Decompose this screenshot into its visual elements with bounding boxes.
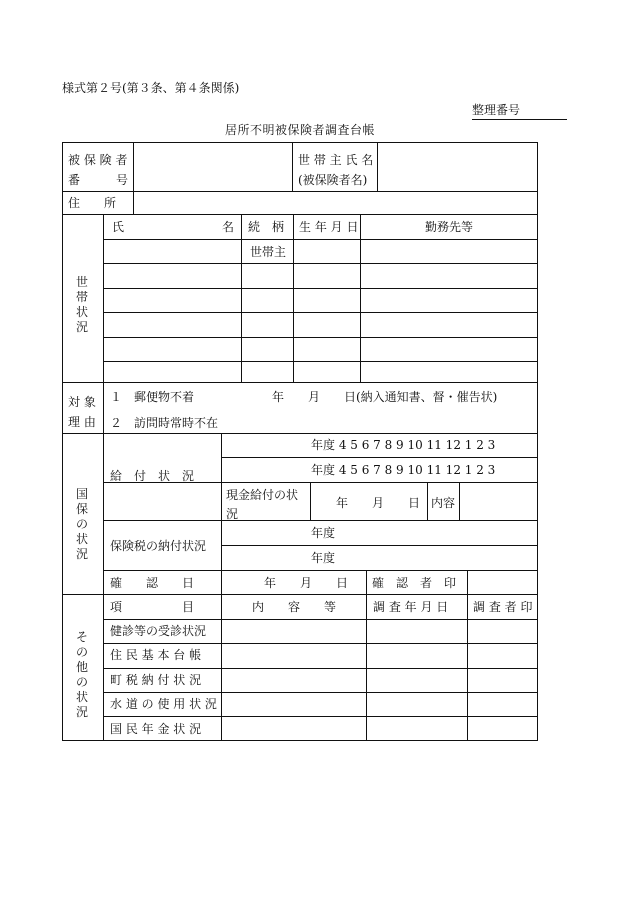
grid-line bbox=[221, 545, 538, 546]
household-member-name-input[interactable] bbox=[104, 338, 240, 360]
grid-line bbox=[62, 433, 538, 434]
form-number-label: 様式第２号(第３条、第４条関係) bbox=[62, 81, 240, 95]
household-head-name-label: 世 帯 主 氏 名 (被保険者名) bbox=[298, 153, 374, 187]
household-member-workplace-input[interactable] bbox=[361, 264, 536, 286]
household-member-workplace-input[interactable] bbox=[361, 240, 536, 262]
grid-line bbox=[427, 482, 428, 521]
household-member-name-input[interactable] bbox=[104, 362, 240, 384]
survey-date-header: 調 査 年 月 日 bbox=[373, 600, 449, 614]
cash-benefit-date: 年 月 日 bbox=[336, 496, 421, 510]
name-header-left: 氏 bbox=[112, 220, 125, 234]
other-status-surveyor-seal-input[interactable] bbox=[468, 718, 536, 740]
confirmer-seal-label: 確 認 者 印 bbox=[372, 576, 457, 590]
other-status-survey-date-input[interactable] bbox=[367, 718, 466, 740]
table-left-border bbox=[62, 142, 63, 741]
tax-fiscal-year-row-2: 年度 bbox=[311, 551, 336, 565]
household-status-section-label: 世 帯 状 況 bbox=[75, 275, 88, 334]
birthdate-header: 生 年 月 日 bbox=[299, 220, 359, 234]
water-usage-label: 水 道 の 使 用 状 況 bbox=[110, 697, 217, 712]
household-member-birthdate-input[interactable] bbox=[294, 313, 359, 335]
household-member-workplace-input[interactable] bbox=[361, 313, 536, 335]
reason-always-absent: ２ 訪問時常時不在 bbox=[110, 416, 219, 430]
target-reason-label: 対 象 理 由 bbox=[68, 395, 96, 429]
national-pension-label: 国 民 年 金 状 況 bbox=[110, 721, 202, 736]
surveyor-seal-header: 調 査 者 印 bbox=[473, 600, 533, 614]
household-member-birthdate-input[interactable] bbox=[294, 362, 359, 384]
grid-line bbox=[366, 570, 367, 595]
benefit-status-label: 給 付 状 況 bbox=[110, 469, 195, 483]
reference-number-field[interactable]: 整理番号 bbox=[472, 101, 567, 120]
name-header-right: 名 bbox=[222, 220, 235, 234]
grid-line bbox=[292, 142, 293, 192]
household-member-workplace-input[interactable] bbox=[361, 289, 536, 311]
benefit-fiscal-year-row-1: 年度 4 5 6 7 8 9 10 11 12 1 2 3 bbox=[311, 438, 496, 452]
insured-number-label: 被 保 険 者 番 号 bbox=[68, 153, 129, 187]
other-status-surveyor-seal-input[interactable] bbox=[468, 693, 536, 715]
relation-header: 続 柄 bbox=[248, 220, 285, 234]
other-status-survey-date-input[interactable] bbox=[367, 620, 466, 642]
health-checkup-status-label: 健診等の受診状況 bbox=[110, 624, 207, 638]
other-status-content-input[interactable] bbox=[222, 718, 365, 740]
grid-line bbox=[62, 214, 538, 215]
cash-benefit-status-label: 現金給付の状 況 bbox=[226, 488, 299, 521]
grid-line bbox=[103, 520, 538, 521]
reason-mail-date: 年 月 日(納入通知書、督・催告状) bbox=[272, 390, 498, 404]
household-member-birthdate-input[interactable] bbox=[294, 240, 359, 262]
confirmer-seal-input[interactable] bbox=[468, 571, 536, 593]
household-member-workplace-input[interactable] bbox=[361, 362, 536, 384]
household-member-name-input[interactable] bbox=[104, 240, 240, 262]
benefit-fiscal-year-row-2: 年度 4 5 6 7 8 9 10 11 12 1 2 3 bbox=[311, 463, 496, 477]
grid-line bbox=[103, 382, 104, 434]
reason-mail-undelivered: １ 郵便物不着 bbox=[110, 390, 195, 404]
other-status-content-input[interactable] bbox=[222, 669, 365, 691]
other-status-content-input[interactable] bbox=[222, 620, 365, 642]
table-right-border bbox=[537, 142, 538, 741]
address-label: 住 所 bbox=[68, 196, 117, 210]
household-head-relation-cell: 世帯主 bbox=[250, 245, 287, 259]
other-status-section-label: そ の 他 の 状 況 bbox=[75, 630, 88, 719]
cash-benefit-content-input[interactable] bbox=[460, 483, 536, 519]
tax-payment-status-label: 保険税の納付状況 bbox=[110, 539, 207, 553]
household-head-name-input[interactable] bbox=[378, 143, 536, 190]
household-member-birthdate-input[interactable] bbox=[294, 338, 359, 360]
workplace-header: 勤務先等 bbox=[424, 220, 473, 234]
household-member-name-input[interactable] bbox=[104, 264, 240, 286]
grid-line bbox=[310, 482, 311, 521]
other-status-surveyor-seal-input[interactable] bbox=[468, 669, 536, 691]
grid-line bbox=[62, 382, 538, 383]
other-status-surveyor-seal-input[interactable] bbox=[468, 644, 536, 666]
household-member-birthdate-input[interactable] bbox=[294, 264, 359, 286]
other-status-survey-date-input[interactable] bbox=[367, 669, 466, 691]
item-header: 項 目 bbox=[110, 600, 195, 614]
other-status-content-input[interactable] bbox=[222, 693, 365, 715]
household-member-name-input[interactable] bbox=[104, 313, 240, 335]
page-title: 居所不明被保険者調査台帳 bbox=[224, 123, 375, 137]
household-member-workplace-input[interactable] bbox=[361, 338, 536, 360]
household-member-birthdate-input[interactable] bbox=[294, 289, 359, 311]
other-status-surveyor-seal-input[interactable] bbox=[468, 620, 536, 642]
content-label: 内容 bbox=[431, 496, 456, 510]
other-status-survey-date-input[interactable] bbox=[367, 693, 466, 715]
insured-number-input[interactable] bbox=[134, 143, 291, 190]
address-input[interactable] bbox=[134, 192, 536, 213]
content-header: 内 容 等 bbox=[252, 600, 337, 614]
town-tax-payment-label: 町 税 納 付 状 況 bbox=[110, 672, 202, 687]
resident-register-label: 住 民 基 本 台 帳 bbox=[110, 648, 202, 663]
confirmation-date-value: 年 月 日 bbox=[264, 576, 349, 590]
confirmation-date-label: 確 認 日 bbox=[110, 576, 195, 590]
other-status-content-input[interactable] bbox=[222, 644, 365, 666]
household-member-name-input[interactable] bbox=[104, 289, 240, 311]
other-status-survey-date-input[interactable] bbox=[367, 644, 466, 666]
insurance-status-section-label: 国 保 の 状 況 bbox=[75, 487, 88, 561]
tax-fiscal-year-row-1: 年度 bbox=[311, 526, 336, 540]
grid-line bbox=[221, 457, 538, 458]
